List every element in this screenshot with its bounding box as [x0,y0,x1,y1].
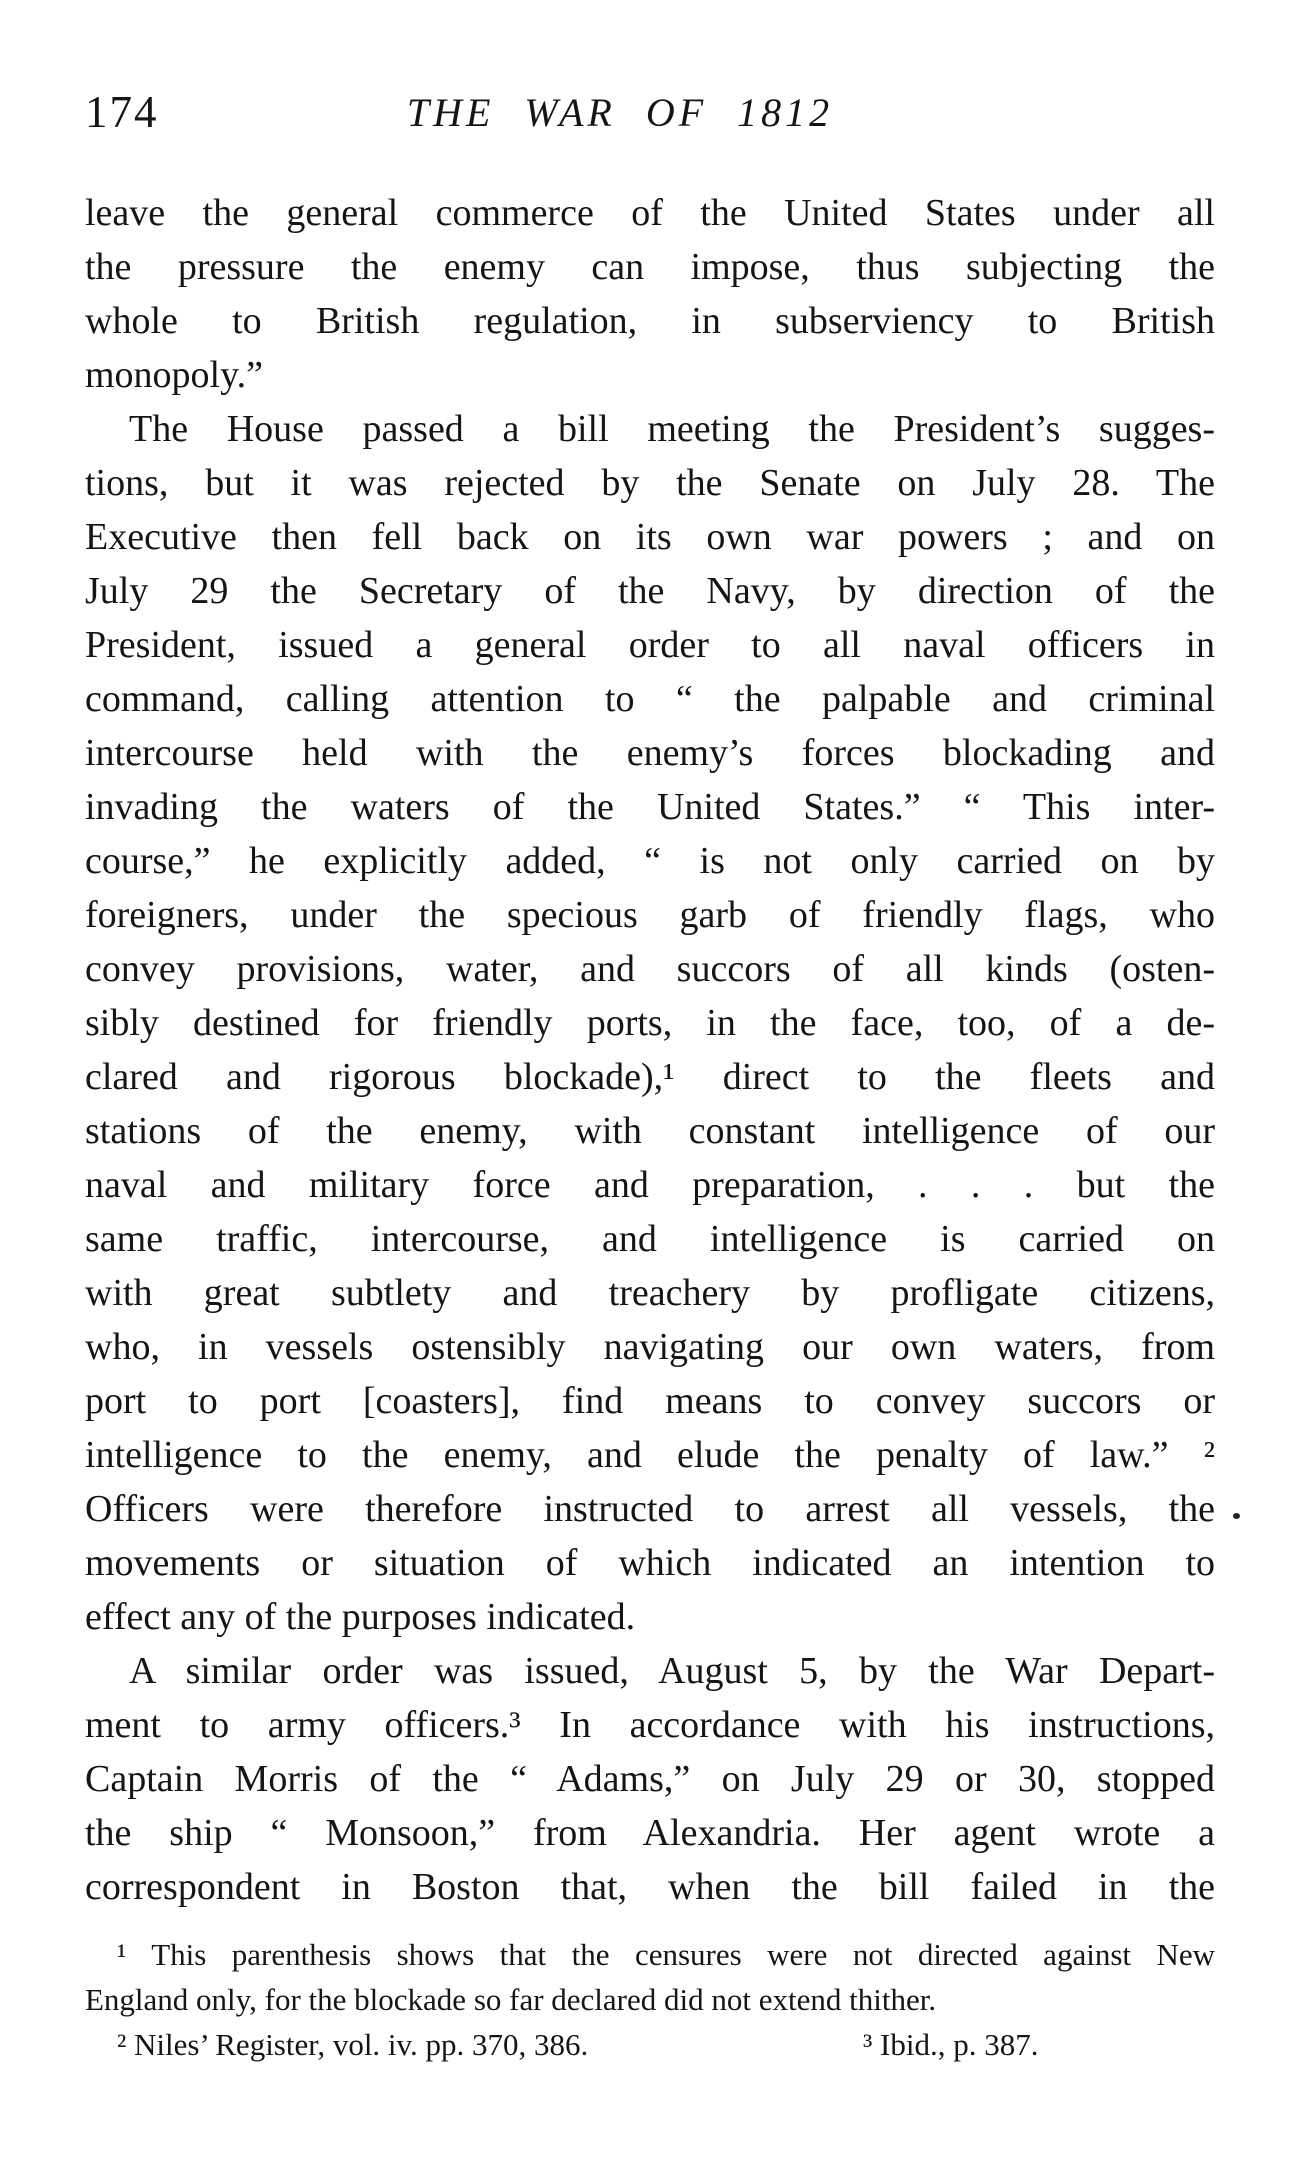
text-line: effect any of the purposes indicated. [85,1596,636,1638]
footnote-3: ³ Ibid., p. 387. [863,2027,1039,2062]
text-line: clared and rigorous blockade),¹ direct to the fleets and [85,1056,1215,1098]
scan-speck [1233,1513,1240,1519]
text-line: correspondent in Boston that, when the bill failed in the [85,1866,1215,1908]
text-line: July 29 the Secretary of the Navy, by direction of the [85,570,1215,612]
text-line: monopoly.” [85,354,264,396]
text-line: course,” he explicitly added, “ is not only carried on by [85,840,1215,882]
text-line: Captain Morris of the “ Adams,” on July 29 or 30, stopped [85,1758,1215,1800]
text-line: ment to army officers.³ In accordance with his instructions, [85,1704,1215,1746]
text-line: sibly destined for friendly ports, in the face, too, of a de- [85,1002,1215,1044]
paragraph-2 [85,402,1215,1644]
text-line: A similar order was issued, August 5, by the War Depart- [129,1650,1215,1692]
text-line: tions, but it was rejected by the Senate on July 28. The [85,462,1215,504]
text-line: invading the waters of the United States.” “ This inter- [85,786,1215,828]
text-line: leave the general commerce of the United States under all [85,192,1215,234]
footnotes [85,1932,1215,2067]
text-line: convey provisions, water, and succors of all kinds (osten- [85,948,1215,990]
text-line: with great subtlety and treachery by profligate citizens, [85,1272,1215,1314]
text-line: movements or situation of which indicated an intention to [85,1542,1215,1584]
text-line: port to port [coasters], find means to convey succors or [85,1380,1215,1422]
text-line: same traffic, intercourse, and intelligence is carried on [85,1218,1215,1260]
text-line: who, in vessels ostensibly navigating our own waters, from [85,1326,1215,1368]
text-line: intelligence to the enemy, and elude the penalty of law.” ² [85,1434,1215,1476]
paragraph-1 [85,186,1215,402]
footnote-2: ² Niles’ Register, vol. iv. pp. 370, 386. [117,2027,589,2062]
text-line: Officers were therefore instructed to arrest all vessels, the [85,1488,1215,1530]
page-body [85,186,1215,1914]
footnote-1-line-1: ¹ This parenthesis shows that the censures were not directed against New [117,1937,1215,1972]
text-line: foreigners, under the specious garb of friendly flags, who [85,894,1215,936]
text-line: Executive then fell back on its own war powers ; and on [85,516,1215,558]
text-line: President, issued a general order to all naval officers in [85,624,1215,666]
page-header [85,87,1215,140]
page-number: 174 [85,87,159,137]
text-line: stations of the enemy, with constant intelligence of our [85,1110,1215,1152]
text-line: command, calling attention to “ the palpable and criminal [85,678,1215,720]
text-line: naval and military force and preparation, . . . but the [85,1164,1215,1206]
text-line: The House passed a bill meeting the President’s sugges- [129,408,1215,450]
footnote-row [85,2022,1215,2067]
text-line: intercourse held with the enemy’s forces blockading and [85,732,1215,774]
text-line: the pressure the enemy can impose, thus subjecting the [85,246,1215,288]
paragraph-3 [85,1644,1215,1914]
footnote-1-line-2: England only, for the blockade so far declared did not extend thither. [85,1982,937,2017]
text-line: the ship “ Monsoon,” from Alexandria. Her agent wrote a [85,1812,1215,1854]
text-line: whole to British regulation, in subserviency to British [85,300,1215,342]
running-title: THE WAR OF 1812 [406,90,834,135]
